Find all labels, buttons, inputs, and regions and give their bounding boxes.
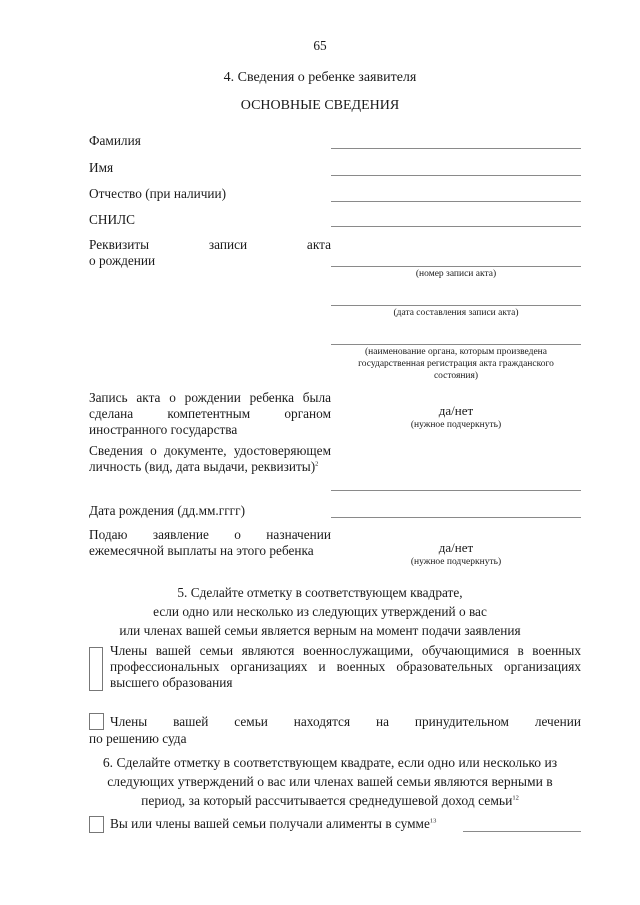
patronymic-field[interactable] xyxy=(331,201,581,202)
underline-hint: (нужное подчеркнуть) xyxy=(410,557,502,567)
section-5-title xyxy=(0,583,640,640)
underline-hint: (нужное подчеркнуть) xyxy=(410,420,502,430)
section-5-title-line1: 5. Сделайте отметку в соответствующем квадрате, xyxy=(177,585,463,600)
name-label: Имя xyxy=(89,160,114,175)
page-number: 65 xyxy=(313,38,327,53)
treatment-label-line1: Члены вашей семьи находятся на принудительном лечении xyxy=(110,714,581,729)
section-6-title-line2: следующих утверждений о вас или членах вашей семьи являются верными в xyxy=(107,774,553,789)
yes-no-option[interactable]: да/нет xyxy=(438,403,474,418)
registry-body-caption: (наименование органа, которым произведена государственная регистрация акта гражданского состояния) xyxy=(358,347,554,381)
apply-payment-yes-no[interactable] xyxy=(331,540,581,568)
birth-date-label: Дата рождения (дд.мм.гггг) xyxy=(89,503,245,518)
apply-payment-label: Подаю заявление о назначении ежемесячной выплаты на этого ребенка xyxy=(89,527,331,558)
name-field[interactable] xyxy=(331,175,581,176)
section-5-title-line2: если одно или несколько из следующих утверждений о вас xyxy=(153,604,487,619)
birth-record-label-line2: о рождении xyxy=(89,253,156,268)
military-option-label: Члены вашей семьи являются военнослужащими, обучающимися в военных профессиональных организациях и военных образовательных организациях высшего образования xyxy=(110,643,581,690)
record-date-caption: (дата составления записи акта) xyxy=(393,308,519,318)
foreign-record-yes-no[interactable] xyxy=(331,403,581,431)
alimony-option-label xyxy=(110,815,436,832)
section-6-title-line1: 6. Сделайте отметку в соответствующем квадрате, если одно или несколько из xyxy=(102,755,558,770)
identity-doc-label xyxy=(89,443,331,475)
registry-body-field[interactable] xyxy=(331,344,581,345)
birth-date-field[interactable] xyxy=(331,517,581,518)
snils-field[interactable] xyxy=(331,226,581,227)
treatment-option-label xyxy=(89,713,581,747)
section-6-title-line3 xyxy=(0,791,640,810)
section-5-title-line3: или членах вашей семьи является верным на момент подачи заявления xyxy=(119,623,521,638)
section-4-title: 4. Сведения о ребенке заявителя xyxy=(223,70,417,85)
surname-label: Фамилия xyxy=(89,133,141,148)
foreign-record-label: Запись акта о рождении ребенка была сделана компетентным органом иностранного государства xyxy=(89,390,331,437)
birth-record-label-line1: Реквизиты записи акта xyxy=(89,237,331,252)
alimony-option-text: Вы или члены вашей семьи получали алименты в сумме xyxy=(110,816,430,831)
record-number-caption: (номер записи акта) xyxy=(415,269,497,279)
record-number-field[interactable] xyxy=(331,266,581,267)
alimony-checkbox[interactable] xyxy=(89,816,104,833)
yes-no-option[interactable]: да/нет xyxy=(438,540,474,555)
surname-field[interactable] xyxy=(331,148,581,149)
footnote-marker: 12 xyxy=(512,794,519,802)
footnote-marker: 2 xyxy=(315,460,319,468)
identity-doc-field[interactable] xyxy=(331,490,581,491)
military-checkbox[interactable] xyxy=(89,647,103,691)
footnote-marker: 13 xyxy=(429,817,437,825)
alimony-amount-field[interactable] xyxy=(463,831,581,832)
record-date-field[interactable] xyxy=(331,305,581,306)
treatment-label-line2: по решению суда xyxy=(89,731,187,746)
identity-doc-text: Сведения о документе, удостоверяющем личность (вид, дата выдачи, реквизиты) xyxy=(89,443,331,474)
patronymic-label: Отчество (при наличии) xyxy=(89,186,227,201)
section-6-title-line3-text: период, за который рассчитывается среднедушевой доход семьи xyxy=(141,793,513,808)
section-4-subtitle: ОСНОВНЫЕ СВЕДЕНИЯ xyxy=(240,98,400,113)
section-6-title xyxy=(0,753,640,810)
snils-label: СНИЛС xyxy=(89,212,135,227)
